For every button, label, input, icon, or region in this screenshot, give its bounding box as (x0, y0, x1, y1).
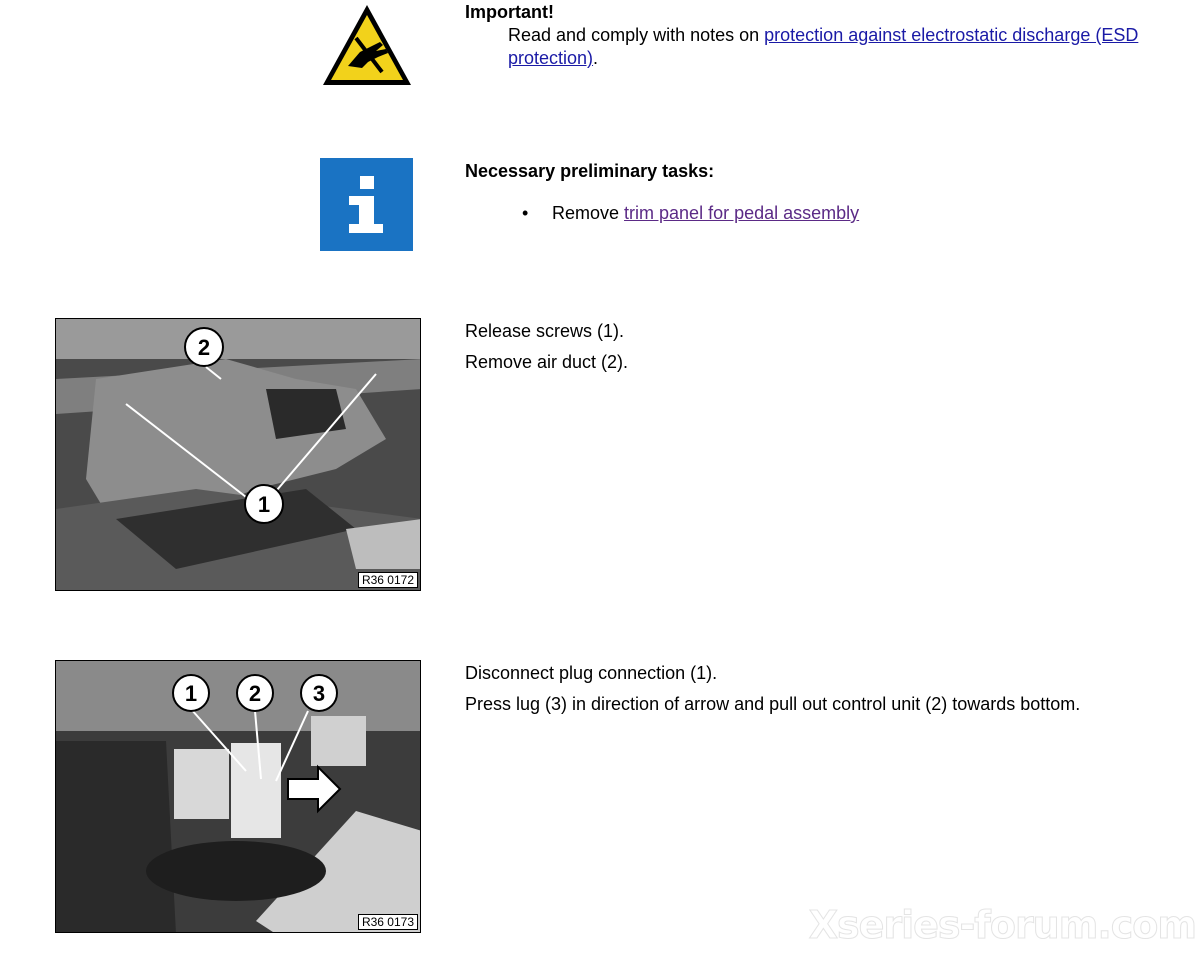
esd-protection-link[interactable]: protection against electrostatic discharge (ESD protection) (508, 25, 1139, 68)
important-suffix: . (593, 48, 599, 68)
step-2-photo (55, 660, 421, 933)
callout-2: 2 (197, 335, 211, 360)
preliminary-item (552, 202, 859, 224)
step-2-line-1: Disconnect plug connection (1). (465, 663, 718, 683)
step-1-line-1: Release screws (1). (465, 321, 625, 341)
step-1-line-2: Remove air duct (2). (465, 352, 629, 372)
callout-1: 1 (184, 681, 198, 706)
info-icon (320, 158, 413, 251)
watermark: Xseries-forum.com (808, 903, 1196, 947)
callout-1: 1 (257, 492, 271, 517)
step-2-line-2: Press lug (3) in direction of arrow and pull out control unit (2) towards bottom. (465, 694, 1081, 714)
bullet-marker: • (522, 203, 529, 223)
image-code: R36 0173 (358, 914, 418, 930)
important-text: Read and comply with notes on (508, 25, 765, 45)
callout-2: 2 (248, 681, 262, 706)
preliminary-title: Necessary preliminary tasks: (465, 161, 715, 181)
esd-warning-icon (320, 2, 414, 88)
callout-3: 3 (312, 681, 326, 706)
important-body (508, 24, 1168, 70)
important-title: Important! (465, 2, 554, 22)
trim-panel-link[interactable]: trim panel for pedal assembly (624, 203, 860, 223)
step-1-photo (55, 318, 421, 591)
image-code: R36 0172 (358, 572, 418, 588)
preliminary-item-prefix: Remove (552, 203, 625, 223)
